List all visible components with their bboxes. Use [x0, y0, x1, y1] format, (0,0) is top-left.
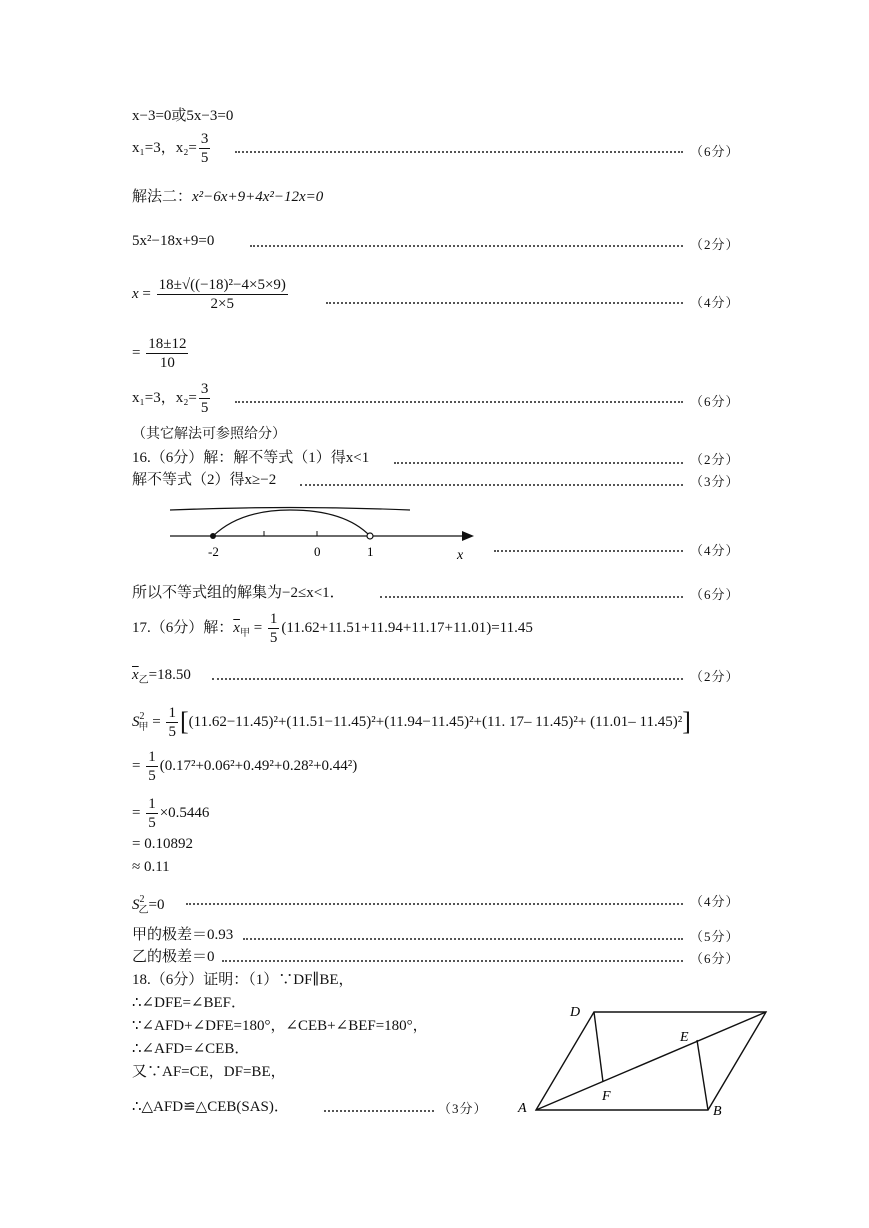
dotted-leader	[212, 678, 683, 680]
roots-line-1: x₁=3，x₂= $\frac{3}{5}$	[132, 131, 209, 166]
p18-line5: 又∵AF=CE，DF=BE，	[132, 1064, 286, 1080]
parallelogram-figure	[510, 998, 780, 1123]
simplified-fraction: = $\frac{18\pm 12}{10}$	[132, 336, 187, 371]
fraction-3-5: $\frac{3}{5}$	[200, 381, 209, 416]
open-dot-1	[367, 533, 373, 539]
p17-variance-yi: $S^2_乙=0$	[132, 894, 165, 916]
score-6: （6分）	[690, 394, 740, 409]
label-a: A	[518, 1101, 527, 1116]
label-1: 1	[367, 544, 374, 559]
label-d: D	[570, 1005, 581, 1020]
number-line-figure	[160, 500, 490, 566]
fraction-1-5: $\frac{1}{5}$	[148, 749, 156, 784]
dotted-leader	[186, 903, 683, 905]
p17-step4: ≈ 0.11	[132, 859, 170, 875]
p17-step3: = 0.10892	[132, 836, 193, 852]
dotted-leader	[380, 596, 683, 598]
label-0: 0	[314, 544, 321, 559]
score-4: （4分）	[690, 543, 740, 558]
label-e: E	[680, 1030, 689, 1045]
score-4: （4分）	[690, 894, 740, 909]
score-2: （2分）	[690, 452, 740, 467]
dotted-leader	[243, 938, 683, 940]
dotted-leader	[235, 401, 683, 403]
p17-mean-jia: 17.（6分）解：$\overline{x}_甲$ = $\frac{1}{5}$ (11.62+11.51+11.94+11.17+11.01)=11.45	[132, 611, 533, 646]
dotted-leader	[324, 1110, 434, 1112]
p18-line1: 18.（6分）证明：（1）∵DF∥BE，	[132, 972, 354, 988]
fraction-1-5: $\frac{1}{5}$	[168, 705, 176, 740]
p17-step2: = $\frac{1}{5}$ ×0.5446	[132, 796, 210, 831]
p18-line6: ∴△AFD≌△CEB(SAS)．	[132, 1099, 289, 1115]
score-4: （4分）	[690, 295, 740, 310]
dotted-leader	[494, 550, 683, 552]
p18-line4: ∴∠AFD=∠CEB．	[132, 1041, 250, 1057]
p17-mean-yi: $\overline{x}_乙=18.50$	[132, 667, 191, 686]
quadratic-formula: x = $\frac{\text{18±√((−18)²−4×5×9)}}{2\times 5}$	[132, 277, 286, 312]
score-6: （6分）	[690, 951, 740, 966]
roots-line-2: x₁=3，x₂= $\frac{3}{5}$	[132, 381, 209, 416]
score-3: （3分）	[690, 474, 740, 489]
segment-df	[594, 1012, 603, 1082]
p18-line2: ∴∠DFE=∠BEF．	[132, 995, 246, 1011]
solution-arc-gte-neg2	[213, 510, 370, 536]
fraction-18pm12: $\frac{18\pm 12}{10}$	[148, 336, 187, 371]
score-5: （5分）	[690, 929, 740, 944]
dotted-leader	[394, 462, 683, 464]
dotted-leader	[222, 960, 683, 962]
fraction-1-5: $\frac{1}{5}$	[269, 611, 278, 646]
score-2: （2分）	[690, 669, 740, 684]
quadratic-eq: 5x²−18x+9=0	[132, 233, 215, 249]
fraction-3-5: $\frac{3}{5}$	[200, 131, 209, 166]
method-two-line: 解法二：x²−6x+9+4x²−12x=0	[132, 189, 324, 205]
p17-step1: = $\frac{1}{5}$ (0.17²+0.06²+0.49²+0.28²+0.44²)	[132, 749, 358, 784]
other-methods-note: （其它解法可参照给分）	[132, 427, 286, 442]
p16-line2: 解不等式（2）得x≥−2	[132, 472, 277, 488]
label-b: B	[713, 1104, 722, 1119]
label-neg2: -2	[208, 544, 219, 559]
closed-dot-neg2	[210, 533, 216, 539]
fraction-1-5: $\frac{1}{5}$	[148, 796, 156, 831]
p17-range-jia: 甲的极差＝0.93	[132, 927, 234, 943]
diagonal-ac	[536, 1012, 766, 1110]
dotted-leader	[326, 302, 683, 304]
label-f: F	[602, 1089, 611, 1104]
score-3: （3分）	[438, 1101, 488, 1116]
axis-arrow-icon	[462, 531, 474, 541]
p18-line3: ∵∠AFD+∠DFE=180°，∠CEB+∠BEF=180°，	[132, 1018, 428, 1034]
formula-fraction: $\frac{\text{18±√((−18)²−4×5×9)}}{2\times 5}$	[158, 277, 286, 312]
p16-line1: 16.（6分）解：解不等式（1）得x<1	[132, 450, 370, 466]
segment-be	[697, 1040, 708, 1110]
p16-conclusion: 所以不等式组的解集为−2≤x<1．	[132, 585, 345, 601]
score-6: （6分）	[690, 144, 740, 159]
p17-variance-jia: $S^2_甲$ = $\frac{1}{5}$ [(11.62−11.45)²+(11.51−11.45)²+(11.94−11.45)²+(11. 17– 11.45)²+ (11.01– 11.45)²]	[132, 705, 691, 740]
dotted-leader	[250, 245, 683, 247]
score-6: （6分）	[690, 587, 740, 602]
dotted-leader	[300, 484, 683, 486]
eq-roots-factored: x−3=0或5x−3=0	[132, 108, 234, 124]
dotted-leader	[235, 151, 683, 153]
p17-range-yi: 乙的极差＝0	[132, 949, 215, 965]
score-2: （2分）	[690, 237, 740, 252]
label-x: x	[457, 548, 464, 563]
